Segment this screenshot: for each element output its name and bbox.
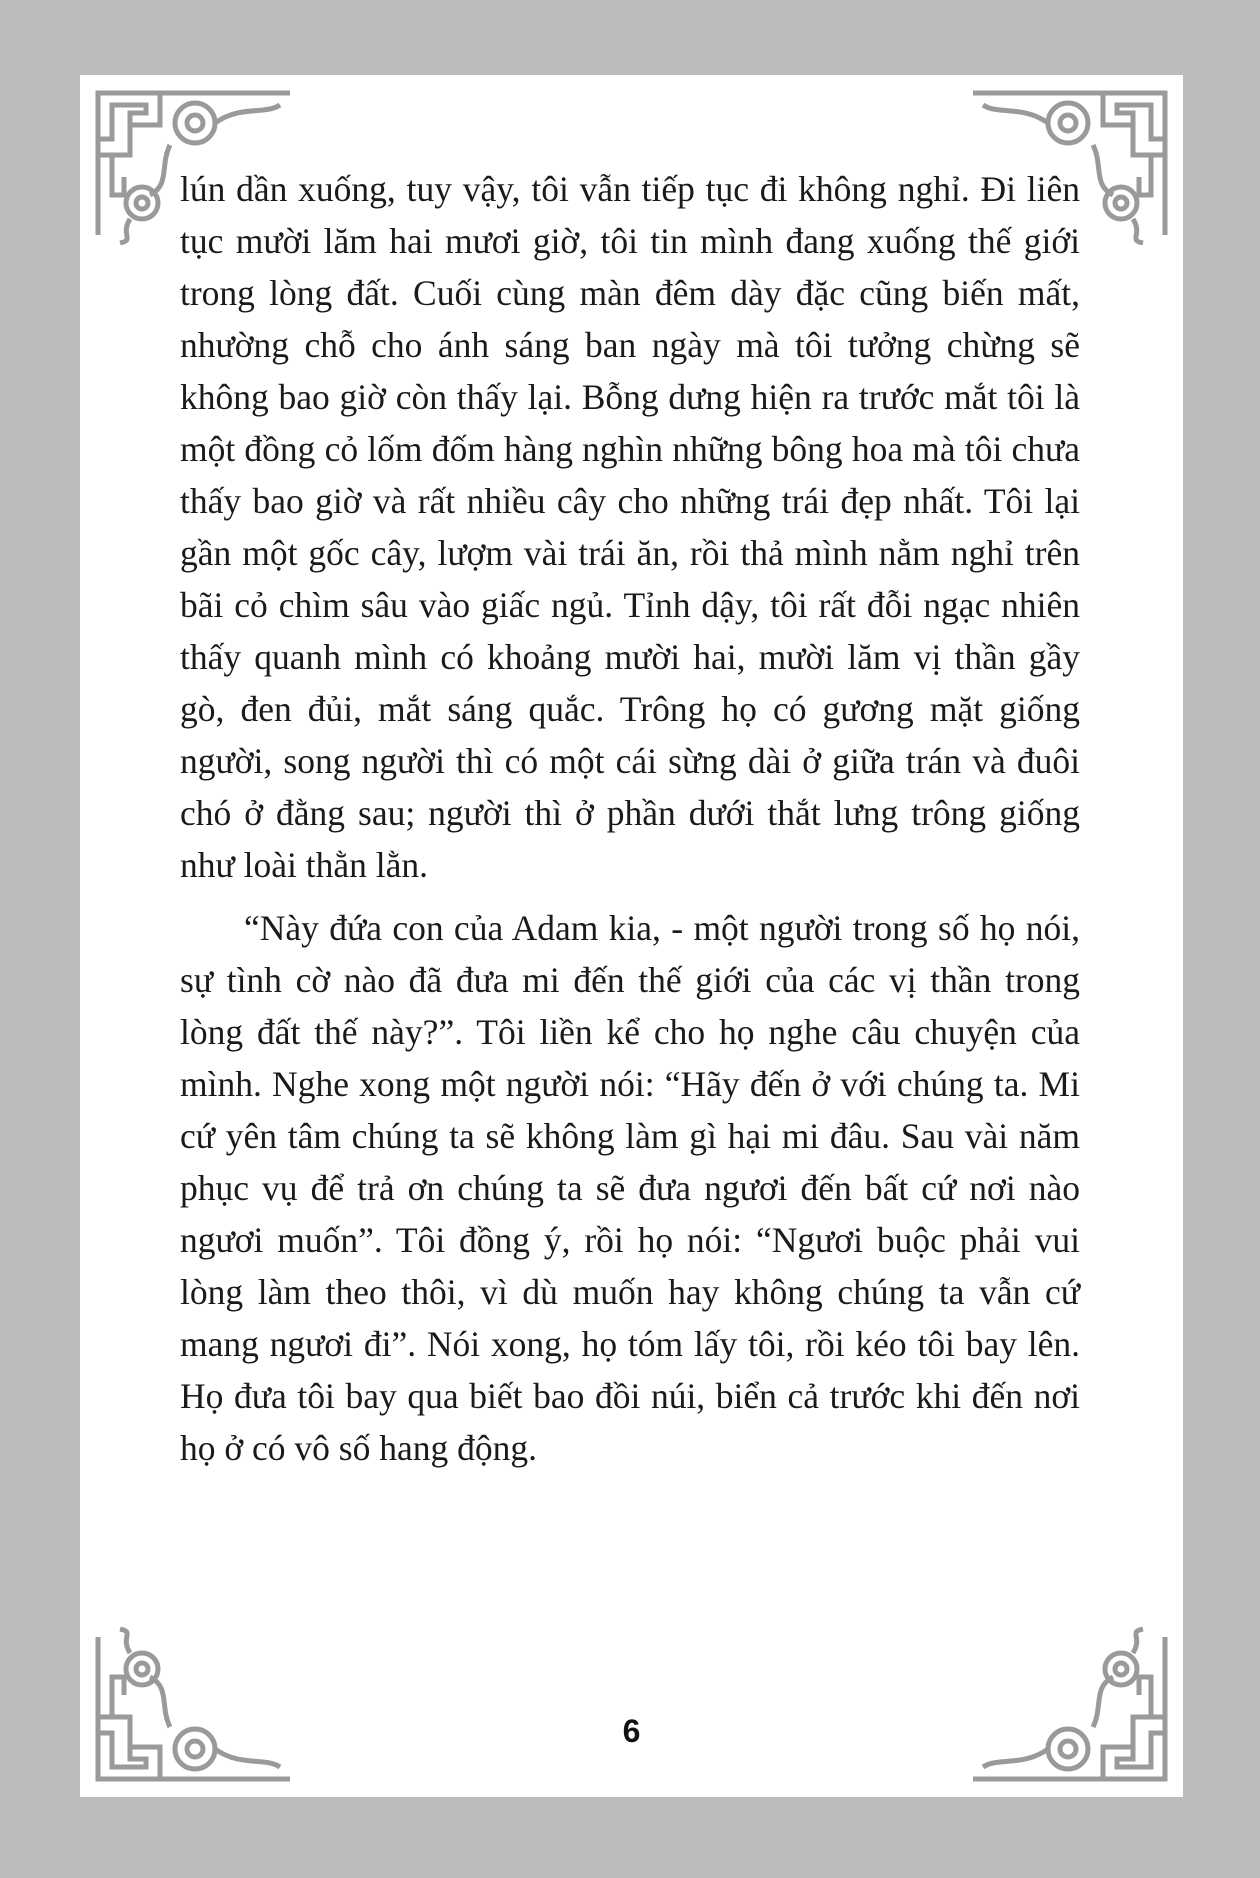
book-page — [80, 75, 1183, 1797]
paragraph-2: “Này đứa con của Adam kia, - một người trong số họ nói, sự tình cờ nào đã đưa mi đến thế giới của các vị thần trong lòng đất thế này?”. Tôi liền kể cho họ nghe câu chuyện của mình. Nghe xong một người nói: “Hãy đến ở với chúng ta. Mi cứ yên tâm chúng ta sẽ không làm gì hại mi đâu. Sau vài năm phục vụ để trả ơn chúng ta sẽ đưa ngươi đến bất cứ nơi nào ngươi muốn”. Tôi đồng ý, rồi họ nói: “Ngươi buộc phải vui lòng làm theo thôi, vì dù muốn hay không chúng ta vẫn cứ mang ngươi đi”. Nói xong, họ tóm lấy tôi, rồi kéo tôi bay lên. Họ đưa tôi bay qua biết bao đồi núi, biển cả trước khi đến nơi họ ở có vô số hang động. — [180, 908, 1080, 1468]
corner-ornament-bottom-right — [963, 1627, 1173, 1787]
page-number: 6 — [622, 1713, 641, 1749]
body-text — [180, 163, 1080, 1474]
paragraph-1: lún dần xuống, tuy vậy, tôi vẫn tiếp tục đi không nghỉ. Đi liên tục mười lăm hai mươi giờ, tôi tin mình đang xuống thế giới trong lòng đất. Cuối cùng màn đêm dày đặc cũng biến mất, nhường chỗ cho ánh sáng ban ngày mà tôi tưởng chừng sẽ không bao giờ còn thấy lại. Bỗng dưng hiện ra trước mắt tôi là một đồng cỏ lốm đốm hàng nghìn những bông hoa mà tôi chưa thấy bao giờ và rất nhiều cây cho những trái đẹp nhất. Tôi lại gần một gốc cây, lượm vài trái ăn, rồi thả mình nằm nghỉ trên bãi cỏ chìm sâu vào giấc ngủ. Tỉnh dậy, tôi rất đỗi ngạc nhiên thấy quanh mình có khoảng mười hai, mười lăm vị thần gầy gò, đen đủi, mắt sáng quắc. Trông họ có gương mặt giống người, song người thì có một cái sừng dài ở giữa trán và đuôi chó ở đằng sau; người thì ở phần dưới thắt lưng trông giống như loài thằn lằn. — [180, 169, 1080, 885]
corner-ornament-bottom-left — [90, 1627, 300, 1787]
